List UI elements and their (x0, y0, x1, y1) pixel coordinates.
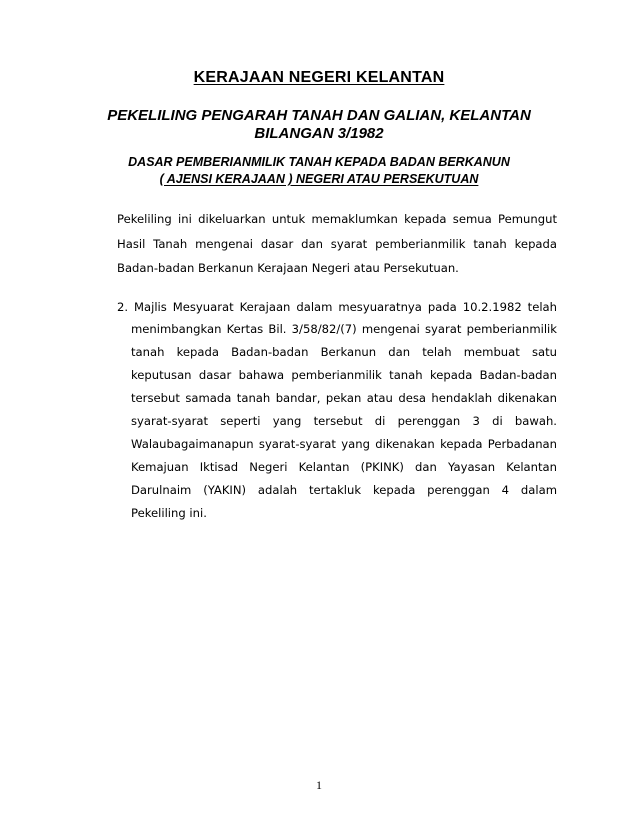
policy-title: DASAR PEMBERIANMILIK TANAH KEPADA BADAN BERKANUN (128, 155, 510, 169)
paragraph-1-line: Pekeliling ini dikeluarkan untuk memaklumkan kepada semua Pemungut (117, 212, 557, 226)
paragraph-1-line: Hasil Tanah mengenai dasar dan syarat pemberianmilik tanah kepada (117, 237, 557, 251)
paragraph-2-line: syarat-syarat seperti yang tersebut di perenggan 3 di bawah. (131, 414, 557, 428)
paragraph-2-line: tanah kepada Badan-badan Berkanun dan telah membuat satu (131, 345, 557, 359)
paragraph-2-line: Kemajuan Iktisad Negeri Kelantan (PKINK) dan Yayasan Kelantan (131, 460, 557, 474)
paragraph-2-line: Pekeliling ini. (131, 506, 207, 520)
paragraph-2-line: Darulnaim (YAKIN) adalah tertakluk kepada perenggan 4 dalam (131, 483, 557, 497)
paragraph-1-line: Badan-badan Berkanun Kerajaan Negeri atau Persekutuan. (117, 261, 459, 275)
policy-subtitle-text: ( AJENSI KERAJAAN ) NEGERI ATAU PERSEKUTUAN (159, 172, 479, 186)
circular-title: PEKELILING PENGARAH TANAH DAN GALIAN, KELANTAN (107, 107, 531, 124)
paragraph-number: 2. (117, 300, 129, 314)
paragraph-2-line: menimbangkan Kertas Bil. 3/58/82/(7) mengenai syarat pemberianmilik (131, 322, 557, 336)
policy-subtitle (0, 172, 638, 186)
circular-number: BILANGAN 3/1982 (254, 125, 384, 142)
heading-text: KERAJAAN NEGERI KELANTAN (193, 69, 445, 86)
paragraph-2-line: Walaubagaimanapun syarat-syarat yang dikenakan kepada Perbadanan (131, 437, 557, 451)
paragraph-2-line: keputusan dasar bahawa pemberianmilik tanah kepada Badan-badan (131, 368, 557, 382)
document-heading (0, 69, 638, 87)
page-number: 1 (316, 778, 322, 792)
paragraph-2-line: tersebut samada tanah bandar, pekan atau desa hendaklah dikenakan (131, 391, 557, 405)
paragraph-2-line: Majlis Mesyuarat Kerajaan dalam mesyuaratnya pada 10.2.1982 telah (134, 300, 557, 314)
